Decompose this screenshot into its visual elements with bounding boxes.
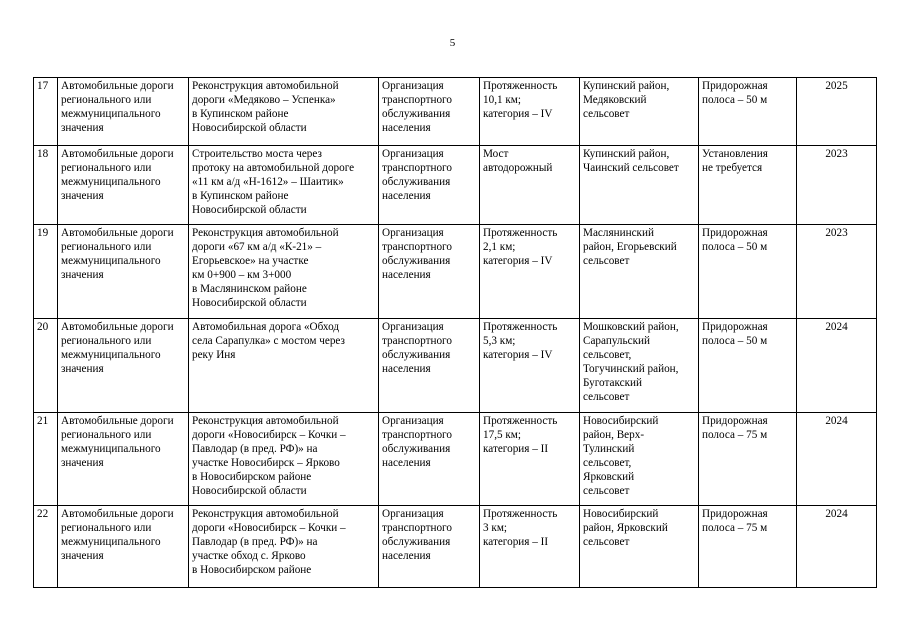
object-characteristics: Мост автодорожный [480,146,580,225]
object-zone: Придорожная полоса – 50 м [699,319,797,413]
object-type: Автомобильные дороги регионального или межмуниципального значения [58,319,189,413]
object-year: 2025 [797,78,877,146]
object-zone: Установления не требуется [699,146,797,225]
object-type: Автомобильные дороги регионального или межмуниципального значения [58,506,189,588]
table-row [34,413,877,506]
table-row [34,506,877,588]
object-location: Новосибирский район, Ярковский сельсовет [580,506,699,588]
object-name: Строительство моста через протоку на автомобильной дороге «11 км а/д «Н-1612» – Шаитик» в Купинском районе Новосибирской области [189,146,379,225]
object-purpose: Организация транспортного обслуживания населения [379,225,480,319]
object-name: Реконструкция автомобильной дороги «Новосибирск – Кочки – Павлодар (в пред. РФ)» на участке Новосибирск – Ярково в Новосибирском районе Новосибирской области [189,413,379,506]
object-year: 2024 [797,413,877,506]
object-type: Автомобильные дороги регионального или межмуниципального значения [58,413,189,506]
row-number: 22 [34,506,58,588]
object-purpose: Организация транспортного обслуживания населения [379,506,480,588]
object-name: Реконструкция автомобильной дороги «67 км а/д «К-21» – Егорьевское» на участке км 0+900 – км 3+000 в Маслянинском районе Новосибирской области [189,225,379,319]
object-name: Реконструкция автомобильной дороги «Новосибирск – Кочки – Павлодар (в пред. РФ)» на участке обход с. Ярково в Новосибирском районе [189,506,379,588]
planned-objects-table [33,77,877,588]
object-characteristics: Протяженность 5,3 км; категория – IV [480,319,580,413]
object-characteristics: Протяженность 17,5 км; категория – II [480,413,580,506]
object-year: 2024 [797,506,877,588]
object-zone: Придорожная полоса – 75 м [699,506,797,588]
object-year: 2023 [797,146,877,225]
row-number: 20 [34,319,58,413]
row-number: 19 [34,225,58,319]
table-row [34,78,877,146]
table-row [34,319,877,413]
object-year: 2023 [797,225,877,319]
object-characteristics: Протяженность 3 км; категория – II [480,506,580,588]
object-characteristics: Протяженность 2,1 км; категория – IV [480,225,580,319]
object-location: Купинский район, Чаинский сельсовет [580,146,699,225]
page-number: 5 [449,37,456,49]
object-purpose: Организация транспортного обслуживания населения [379,146,480,225]
object-type: Автомобильные дороги регионального или межмуниципального значения [58,78,189,146]
object-purpose: Организация транспортного обслуживания населения [379,413,480,506]
row-number: 18 [34,146,58,225]
object-purpose: Организация транспортного обслуживания населения [379,78,480,146]
object-name: Автомобильная дорога «Обход села Сарапулка» с мостом через реку Иня [189,319,379,413]
object-type: Автомобильные дороги регионального или межмуниципального значения [58,146,189,225]
object-type: Автомобильные дороги регионального или межмуниципального значения [58,225,189,319]
table-row [34,146,877,225]
object-zone: Придорожная полоса – 75 м [699,413,797,506]
object-zone: Придорожная полоса – 50 м [699,225,797,319]
table-row [34,225,877,319]
object-characteristics: Протяженность 10,1 км; категория – IV [480,78,580,146]
object-purpose: Организация транспортного обслуживания населения [379,319,480,413]
object-year: 2024 [797,319,877,413]
object-location: Новосибирский район, Верх- Тулинский сельсовет, Ярковский сельсовет [580,413,699,506]
object-location: Купинский район, Медяковский сельсовет [580,78,699,146]
row-number: 21 [34,413,58,506]
object-name: Реконструкция автомобильной дороги «Медяково – Успенка» в Купинском районе Новосибирской области [189,78,379,146]
object-zone: Придорожная полоса – 50 м [699,78,797,146]
object-location: Маслянинский район, Егорьевский сельсовет [580,225,699,319]
row-number: 17 [34,78,58,146]
object-location: Мошковский район, Сарапульский сельсовет, Тогучинский район, Буготакский сельсовет [580,319,699,413]
